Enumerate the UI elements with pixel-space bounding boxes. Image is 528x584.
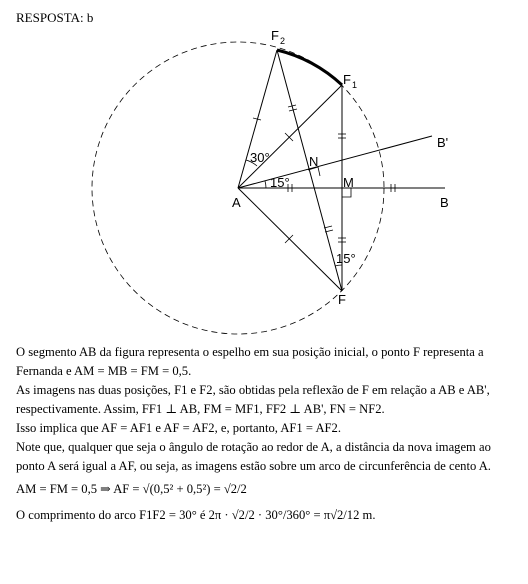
label-f2-sub: 2 (280, 36, 286, 46)
segment-af (238, 188, 342, 291)
paragraph-1: O segmento AB da figura representa o espelho em sua posição inicial, o ponto F representa a Fernanda e AM = MB = FM = 0,5. (16, 345, 484, 378)
label-b-prime: B' (437, 135, 449, 150)
explanation-text (16, 343, 516, 528)
answer-header: RESPOSTA: b (16, 10, 94, 25)
label-f: F (338, 292, 346, 307)
paragraph-4: Note que, qualquer que seja o ângulo de rotação ao redor de A, a distância da nova imagem ao ponto A será igual a AF, ou seja, as imagens estão sobre um arco de circunferência de cento A. (16, 440, 491, 473)
paragraph-3: Isso implica que AF = AF1 e AF = AF2, e, portanto, AF1 = AF2. (16, 421, 341, 435)
angle-label-15: 15° (270, 175, 290, 190)
angle-arc-15 (265, 181, 266, 188)
label-m: M (343, 175, 354, 190)
label-f1: F (343, 72, 351, 87)
equation-arc-length: O comprimento do arco F1F2 = 30° é 2π · √2/2 · 30°/360° = π√2/12 m. (16, 507, 376, 522)
label-b: B (440, 195, 449, 210)
equation-af: AM = FM = 0,5 ⇒ AF = √(0,5² + 0,5²) = √2/2 (16, 481, 247, 496)
label-f1-sub: 1 (352, 80, 358, 90)
paragraph-2: As imagens nas duas posições, F1 e F2, são obtidas pela reflexão de F em relação a AB e AB', respectivamente. Assim, FF1 ⊥ AB, FM = MF1, FF2 ⊥ AB', FN = NF2. (16, 383, 490, 416)
arc-f1-f2 (277, 50, 342, 85)
label-f2: F (271, 28, 279, 43)
angle-label-15b: 15° (336, 251, 356, 266)
label-n: N (309, 154, 319, 169)
segment-af1 (238, 85, 342, 188)
label-a: A (232, 195, 241, 210)
angle-label-30: 30° (250, 150, 270, 165)
segment-ff2 (277, 50, 342, 291)
